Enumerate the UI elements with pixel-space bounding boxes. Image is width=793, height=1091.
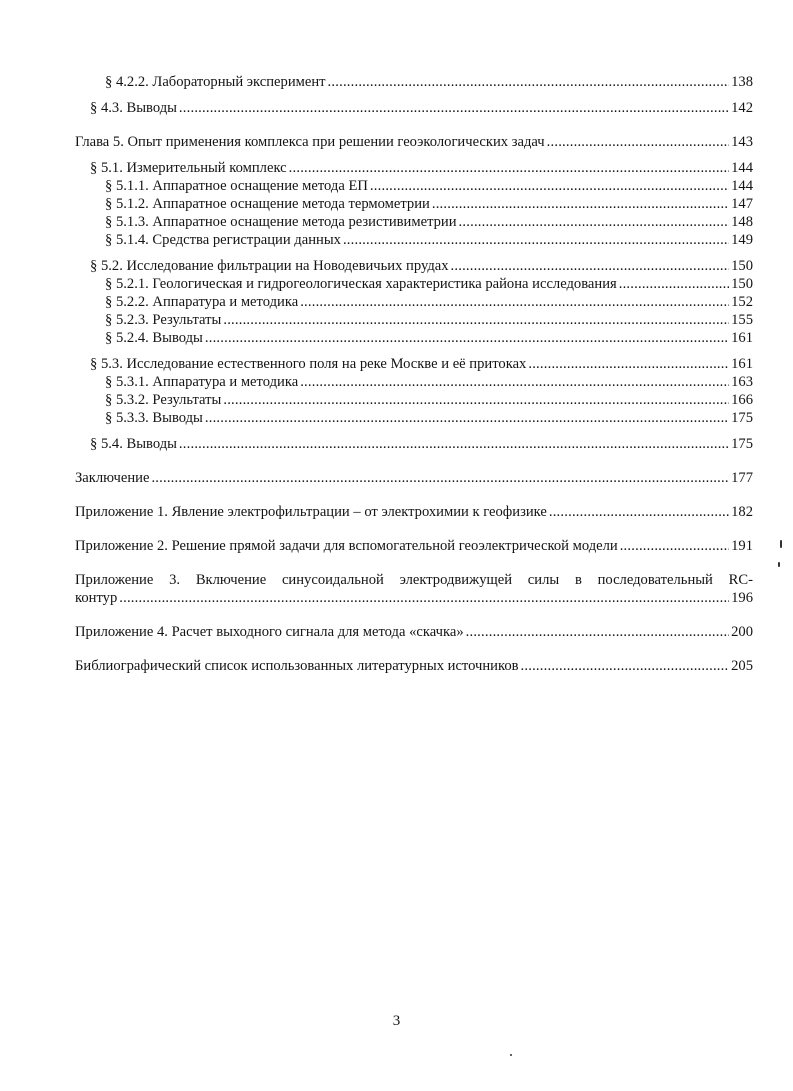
- toc-entry: [105, 195, 753, 213]
- toc-entry-page: 200: [731, 624, 753, 640]
- dot-leader: [521, 657, 730, 675]
- scan-speck: [510, 1054, 512, 1056]
- toc-entry-title: Приложение 2. Решение прямой задачи для вспомогательной геоэлектрической модели: [75, 538, 618, 554]
- toc-entry-page: 155: [731, 312, 753, 328]
- toc-entry-title: § 5.4. Выводы: [90, 436, 177, 452]
- toc-entry: [75, 657, 753, 675]
- dot-leader: [370, 177, 729, 195]
- toc-entry-page: 161: [731, 330, 753, 346]
- toc-entry-page: 147: [731, 196, 753, 212]
- dot-leader: [620, 537, 729, 555]
- dot-leader: [466, 623, 729, 641]
- toc-entry: [75, 503, 753, 521]
- word: электродвижущей: [399, 572, 513, 588]
- toc-entry-title: Приложение 1. Явление электрофильтрации – от электрохимии к геофизике: [75, 504, 547, 520]
- toc-entry: [105, 373, 753, 391]
- page-number: 3: [392, 1013, 401, 1029]
- toc-entry-title-first-line: [75, 571, 753, 589]
- toc-entry-page: 191: [731, 538, 753, 554]
- dot-leader: [300, 373, 729, 391]
- toc-entry-title: Глава 5. Опыт применения комплекса при решении геоэкологических задач: [75, 134, 545, 150]
- toc-entry-page: 161: [731, 356, 753, 372]
- toc-entry: [105, 213, 753, 231]
- toc-entry: [90, 257, 753, 275]
- toc-entry: [75, 537, 753, 555]
- toc-entry-page: 150: [731, 258, 753, 274]
- toc-entry: [105, 329, 753, 347]
- dot-leader: [459, 213, 730, 231]
- toc-entry-title: § 5.3.3. Выводы: [105, 410, 203, 426]
- toc-entry: [105, 293, 753, 311]
- toc-entry-page: 150: [731, 276, 753, 292]
- toc-entry-title: § 5.1.3. Аппаратное оснащение метода резистивиметрии: [105, 214, 457, 230]
- dot-leader: [223, 391, 729, 409]
- toc-entry-title: § 5.2. Исследование фильтрации на Новодевичьих прудах: [90, 258, 449, 274]
- toc-entry-title: § 5.2.4. Выводы: [105, 330, 203, 346]
- toc-entry-page: 144: [731, 178, 753, 194]
- word: последовательный: [597, 572, 713, 588]
- toc-entry-title: Библиографический список использованных литературных источников: [75, 658, 519, 674]
- dot-leader: [151, 469, 729, 487]
- toc-entry-title: Заключение: [75, 470, 150, 486]
- word: в: [574, 572, 582, 588]
- word: силы: [527, 572, 560, 588]
- dot-leader: [289, 159, 729, 177]
- toc-entry-title: § 5.2.2. Аппаратура и методика: [105, 294, 299, 310]
- dot-leader: [619, 275, 729, 293]
- dot-leader: [343, 231, 729, 249]
- word: Включение: [195, 572, 267, 588]
- toc-entry-page: 182: [731, 504, 753, 520]
- toc-entry-title: § 5.1. Измерительный комплекс: [90, 160, 287, 176]
- toc-entry-page: 175: [731, 410, 753, 426]
- toc-entry-page: 149: [731, 232, 753, 248]
- toc-entry-title: § 5.3.2. Результаты: [105, 392, 222, 408]
- dot-leader: [451, 257, 730, 275]
- dot-leader: [205, 329, 729, 347]
- toc-entry: [75, 133, 753, 151]
- toc-entry: [105, 231, 753, 249]
- toc-entry: [105, 275, 753, 293]
- toc-entry-page: 163: [731, 374, 753, 390]
- dot-leader: [300, 293, 729, 311]
- scan-speck: [780, 540, 782, 548]
- toc-entry-page: 177: [731, 470, 753, 486]
- dot-leader: [328, 73, 730, 91]
- dot-leader: [547, 133, 729, 151]
- toc-entry: [75, 623, 753, 641]
- dot-leader: [179, 435, 729, 453]
- toc-entry-title: § 5.3.1. Аппаратура и методика: [105, 374, 299, 390]
- scan-speck: [778, 562, 780, 567]
- toc-entry: [105, 311, 753, 329]
- toc-entry-title: контур: [75, 590, 118, 606]
- toc-entry-page: 138: [731, 74, 753, 90]
- dot-leader: [223, 311, 729, 329]
- toc-entry-page: 144: [731, 160, 753, 176]
- toc-entry: [105, 73, 753, 91]
- toc-entry-appendix-3: [75, 571, 753, 607]
- word: синусоидальной: [281, 572, 384, 588]
- dot-leader: [528, 355, 729, 373]
- dot-leader: [549, 503, 729, 521]
- toc-entry-page: 205: [731, 658, 753, 674]
- word: Приложение: [75, 572, 154, 588]
- toc-entry-title: § 5.2.1. Геологическая и гидрогеологическая характеристика района исследования: [105, 276, 617, 292]
- toc-entry-page: 166: [731, 392, 753, 408]
- toc-entry-page: 142: [731, 100, 753, 116]
- toc-entry-title: § 5.1.4. Средства регистрации данных: [105, 232, 341, 248]
- dot-leader: [432, 195, 729, 213]
- toc-entry-title: § 5.1.2. Аппаратное оснащение метода термометрии: [105, 196, 430, 212]
- word: 3.: [169, 572, 181, 588]
- dot-leader: [179, 99, 729, 117]
- toc-entry: [105, 409, 753, 427]
- word: RC-: [728, 572, 753, 588]
- toc-entry-title: § 4.2.2. Лабораторный эксперимент: [105, 74, 326, 90]
- toc-entry-page: 148: [731, 214, 753, 230]
- toc-entry-page: 152: [731, 294, 753, 310]
- toc-entry-title: Приложение 4. Расчет выходного сигнала для метода «скачка»: [75, 624, 464, 640]
- toc-entry-title: § 5.3. Исследование естественного поля на реке Москве и её притоках: [90, 356, 527, 372]
- toc-entry: [90, 159, 753, 177]
- toc-entry-page: 175: [731, 436, 753, 452]
- toc-entry: [90, 355, 753, 373]
- dot-leader: [119, 589, 729, 607]
- toc-entry-title: § 4.3. Выводы: [90, 100, 177, 116]
- toc-entry: [105, 177, 753, 195]
- dot-leader: [205, 409, 729, 427]
- toc-entry: [75, 469, 753, 487]
- toc-entry-page: 143: [731, 134, 753, 150]
- toc-entry-continuation: [75, 589, 753, 607]
- toc-entry: [90, 99, 753, 117]
- toc-entry: [105, 391, 753, 409]
- toc-entry-title: § 5.1.1. Аппаратное оснащение метода ЕП: [105, 178, 368, 194]
- toc-entry-title: § 5.2.3. Результаты: [105, 312, 222, 328]
- toc-entry: [90, 435, 753, 453]
- toc-entry-page: 196: [731, 590, 753, 606]
